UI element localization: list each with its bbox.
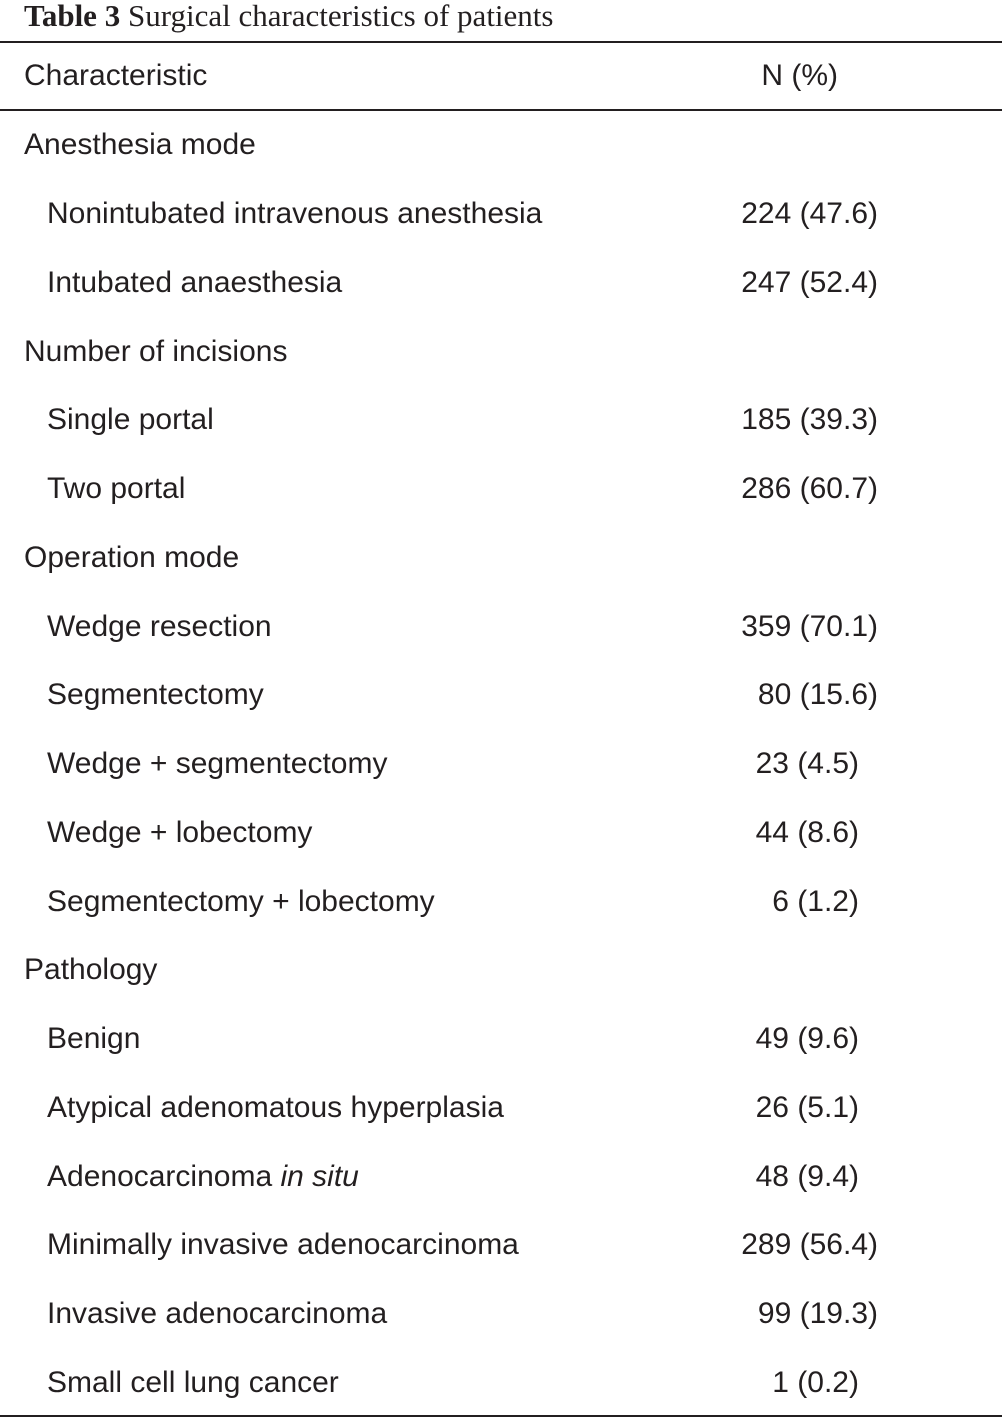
row-label [47, 1160, 359, 1194]
table-caption-title: Surgical characteristics of patients [127, 0, 554, 33]
row-label [47, 197, 542, 231]
row-value: 99 (19.3) [757, 1297, 878, 1331]
row-value: 26 (5.1) [755, 1090, 859, 1124]
table-header-row [0, 42, 1002, 111]
table-row [0, 799, 1002, 868]
row-label-text: Wedge resection [47, 609, 272, 643]
row-label-text: Two portal [47, 472, 186, 506]
row-label-text: Pathology [24, 953, 158, 987]
table-bottom-rule [0, 1415, 1002, 1417]
row-label-text: Segmentectomy [47, 678, 264, 712]
row-label-text: Wedge + lobectomy [47, 815, 313, 849]
row-label-text: Segmentectomy + lobectomy [47, 884, 435, 918]
row-value: 80 (15.6) [757, 678, 878, 712]
row-label [47, 1091, 504, 1125]
row-label-text: Anesthesia mode [24, 128, 256, 162]
category-label [24, 541, 239, 575]
row-label [47, 747, 387, 781]
row-label-text: Small cell lung cancer [47, 1365, 339, 1399]
table-row [0, 455, 1002, 524]
row-label [47, 816, 312, 850]
row-label-text: Wedge + segmentectomy [47, 747, 388, 781]
row-value: 6 (1.2) [772, 884, 859, 918]
table-row [0, 1211, 1002, 1280]
category-row [0, 317, 1002, 386]
table-row [0, 1349, 1002, 1418]
row-label [47, 1297, 387, 1331]
table-row [0, 386, 1002, 455]
row-label-italic: in situ [280, 1159, 359, 1193]
table-row [0, 1005, 1002, 1074]
row-label-text: Single portal [47, 403, 214, 437]
table-row [0, 249, 1002, 318]
table-caption [24, 0, 553, 36]
category-label [24, 953, 157, 987]
row-label-text: Atypical adenomatous hyperplasia [47, 1090, 504, 1124]
header-n-percent: N (%) [761, 59, 838, 93]
table-row [0, 1142, 1002, 1211]
row-value: 44 (8.6) [755, 815, 859, 849]
table-row [0, 180, 1002, 249]
table-caption-label: Table 3 [24, 0, 121, 33]
table-row [0, 1074, 1002, 1143]
row-label-text: Nonintubated intravenous anesthesia [47, 197, 543, 231]
header-characteristic: Characteristic [24, 59, 208, 93]
table-row [0, 1280, 1002, 1349]
row-value: 1 (0.2) [772, 1365, 859, 1399]
table-row [0, 592, 1002, 661]
row-value: 286 (60.7) [741, 472, 878, 506]
table-row [0, 867, 1002, 936]
table-row [0, 730, 1002, 799]
row-label-text: Operation mode [24, 540, 240, 574]
row-label [47, 885, 435, 919]
table-row [0, 661, 1002, 730]
row-label [47, 266, 342, 300]
row-value: 23 (4.5) [755, 747, 859, 781]
row-label [47, 1022, 140, 1056]
row-value: 289 (56.4) [741, 1228, 878, 1262]
row-value: 224 (47.6) [741, 197, 878, 231]
row-label [47, 610, 272, 644]
row-value: 49 (9.6) [755, 1022, 859, 1056]
row-label-text: Benign [47, 1022, 141, 1056]
row-value: 48 (9.4) [755, 1159, 859, 1193]
row-label [47, 472, 185, 506]
row-label-text: Minimally invasive adenocarcinoma [47, 1228, 519, 1262]
row-value: 247 (52.4) [741, 265, 878, 299]
row-label [47, 1228, 519, 1262]
category-label [24, 335, 287, 369]
category-row [0, 111, 1002, 180]
category-label [24, 128, 256, 162]
row-label-text: Intubated anaesthesia [47, 265, 343, 299]
category-row [0, 524, 1002, 593]
row-label-text: Adenocarcinoma [47, 1159, 281, 1193]
row-label-text: Number of incisions [24, 334, 288, 368]
row-value: 359 (70.1) [741, 609, 878, 643]
row-label [47, 1366, 339, 1400]
category-row [0, 936, 1002, 1005]
row-label-text: Invasive adenocarcinoma [47, 1297, 388, 1331]
row-label [47, 403, 214, 437]
row-label [47, 678, 264, 712]
row-value: 185 (39.3) [741, 403, 878, 437]
